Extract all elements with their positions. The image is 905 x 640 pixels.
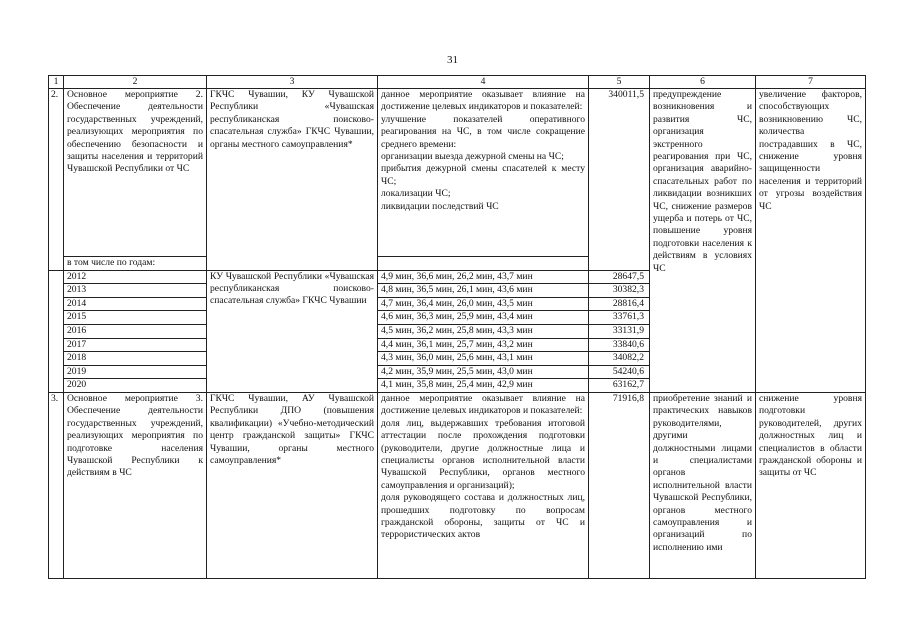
indicators [378,89,589,257]
event-name: Основное мероприятие 3. Обеспечение деятельности государственных учреждений, реализующих мероприятия по подготовке населения Чувашской Республики к действиям в ЧС [64,392,207,578]
by-years-label: в том числе по годам: [64,257,207,271]
times-cell: 4,8 мин, 36,5 мин, 26,1 мин, 43,6 мин [378,284,589,298]
indicator-line: доля лиц, выдержавших требования итоговой аттестации после прохождения подготовки (руководители, другие должностные лица и специалисты органов исполнительной власти Чувашской Республики, органов местного самоуправления и организаций); [381,417,585,491]
row-number: 3. [49,392,64,578]
amount-cell: 30382,3 [589,284,650,298]
funding-amount: 340011,5 [589,89,650,271]
year-cell: 2013 [64,284,207,298]
expected-result: предупреждение возникновения и развития ЧС, организация экстренного реагирования при ЧС, организация аварийно-спасательных работ по ликвидации возникших ЧС, снижение размеров ущерба и потерь от ЧС, повышение уровня подготовки населения к действиям в условиях ЧС [650,89,756,393]
indicator-line: локализации ЧС; [381,188,451,200]
times-cell: 4,5 мин, 36,2 мин, 25,8 мин, 43,3 мин [378,324,589,338]
times-cell: 4,1 мин, 35,8 мин, 25,4 мин, 42,9 мин [378,379,589,393]
times-cell: 4,7 мин, 36,4 мин, 26,0 мин, 43,5 мин [378,297,589,311]
indicator-line: данное мероприятие оказывает влияние на достижение целевых индикаторов и показателей: [381,89,585,113]
expected-result: приобретение знаний и практических навыков руководителями, другими должностными лицами и специалистами органов исполнительной власти Чувашской Республики, органов местного самоуправления и организаций по исполнению ими [650,392,756,578]
times-cell: 4,2 мин, 35,9 мин, 25,5 мин, 43,0 мин [378,365,589,379]
amount-cell: 34082,2 [589,352,650,366]
years-performer: КУ Чувашской Республики «Чувашская республиканская поисково-спасательная служба» ГКЧС Чувашии [207,270,378,392]
times-cell: 4,6 мин, 36,3 мин, 25,9 мин, 43,4 мин [378,311,589,325]
amount-cell: 33840,6 [589,338,650,352]
row-number: 2. [49,89,64,271]
times-cell: 4,9 мин, 36,6 мин, 26,2 мин, 43,7 мин [378,270,589,284]
performers: ГКЧС Чувашии, АУ Чувашской Республики ДПО (повышения квалификации) «Учебно-методический центр гражданской защиты» ГКЧС Чувашии, органы местного самоуправления* [207,392,378,578]
column-header: 2 [64,76,207,89]
times-cell: 4,4 мин, 36,1 мин, 25,7 мин, 43,2 мин [378,338,589,352]
column-header: 1 [49,76,64,89]
year-cell: 2017 [64,338,207,352]
times-cell: 4,3 мин, 36,0 мин, 25,6 мин, 43,1 мин [378,352,589,366]
year-cell: 2019 [64,365,207,379]
column-header: 6 [650,76,756,89]
year-cell: 2018 [64,352,207,366]
year-cell: 2016 [64,324,207,338]
performers: ГКЧС Чувашии, КУ Чувашской Республики «Чувашская республиканская поисково-спасательная служба» ГКЧС Чувашии, органы местного самоуправления* [207,89,378,271]
indicator-line: прибытия дежурной смены спасателей к месту ЧС; [381,163,585,187]
consequence: увеличение факторов, способствующих возникновению ЧС, количества пострадавших в ЧС, снижение уровня защищенности населения и территорий от угрозы воздействия ЧС [756,89,866,393]
amount-cell: 33131,9 [589,324,650,338]
column-header: 5 [589,76,650,89]
empty-cell [378,257,589,271]
amount-cell: 28816,4 [589,297,650,311]
table-header-row [49,76,866,89]
funding-amount: 71916,8 [589,392,650,578]
year-cell: 2020 [64,379,207,393]
empty-cell [49,270,64,392]
year-cell: 2015 [64,311,207,325]
indicator-line: ликвидации последствий ЧС [381,200,499,212]
column-header: 3 [207,76,378,89]
column-header: 4 [378,76,589,89]
amount-cell: 54240,6 [589,365,650,379]
indicator-line: организации выезда дежурной смены на ЧС; [381,151,564,163]
amount-cell: 63162,7 [589,379,650,393]
year-cell: 2014 [64,297,207,311]
amount-cell: 33761,3 [589,311,650,325]
event-name: Основное мероприятие 2. Обеспечение деятельности государственных учреждений, реализующих мероприятия по обеспечению безопасности и защиты населения и территорий Чувашской Республики от ЧС [64,89,207,257]
indicators [378,392,589,578]
indicator-line: улучшение показателей оперативного реагирования на ЧС, в том числе сокращение среднего времени: [381,113,585,150]
amount-cell: 28647,5 [589,270,650,284]
year-cell: 2012 [64,270,207,284]
indicator-line: доля руководящего состава и должностных лиц, прошедших подготовку по вопросам гражданской обороны, защиты от ЧС и террористических актов [381,492,585,541]
column-header: 7 [756,76,866,89]
page-number: 31 [447,54,458,66]
table-row [49,392,866,578]
consequence: снижение уровня подготовки руководителей, других должностных лиц и специалистов в области гражданской обороны и защиты от ЧС [756,392,866,578]
table-row [49,89,866,257]
indicator-line: данное мероприятие оказывает влияние на достижение целевых индикаторов и показателей: [381,392,585,417]
measures-table [48,75,866,579]
